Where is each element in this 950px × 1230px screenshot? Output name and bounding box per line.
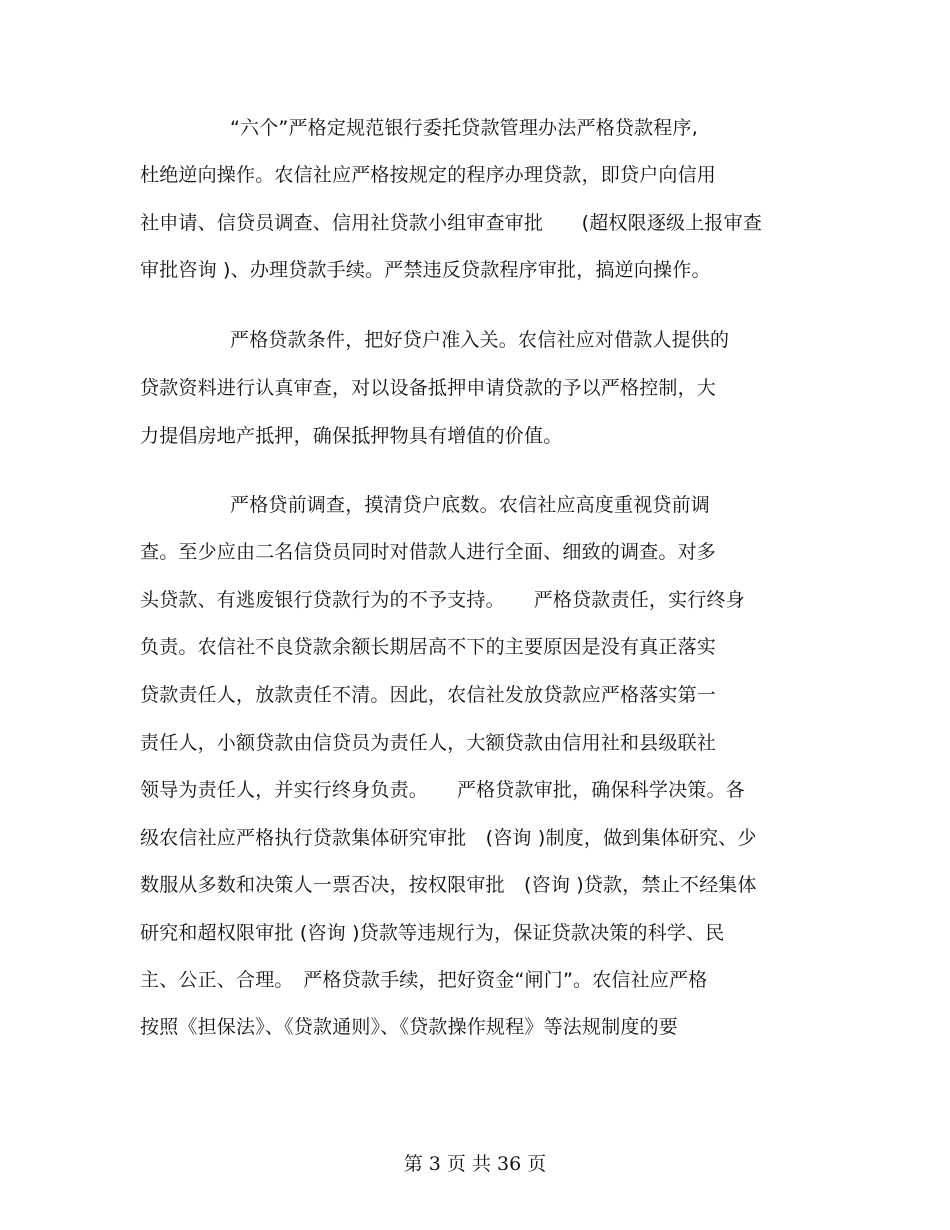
- paragraph-3-line-5: 贷款责任人，放款责任不清。因此，农信社发放贷款应严格落实第一: [140, 684, 717, 706]
- paragraph-3-line-11: 主、公正、合理。 严格贷款手续，把好资金“闸门”。农信社应严格: [140, 969, 708, 991]
- paragraph-3-line-10: 研究和超权限审批 (咨询 )贷款等违规行为，保证贷款决策的科学、民: [140, 922, 725, 944]
- paragraph-3-line-8: 级农信社应严格执行贷款集体研究审批 (咨询 )制度，做到集体研究、少: [140, 827, 757, 849]
- paragraph-1-line-3: 社申请、信贷员调查、信用社贷款小组审查审批 (超权限逐级上报审查: [140, 212, 763, 234]
- paragraph-3-line-9: 数服从多数和决策人一票否决，按权限审批 (咨询 )贷款，禁止不经集体: [140, 874, 757, 896]
- paragraph-3-line-7: 领导为责任人，并实行终身负责。 严格贷款审批，确保科学决策。各: [140, 779, 745, 801]
- paragraph-3-line-12: 按照《担保法》、《贷款通则》、《贷款操作规程》等法规制度的要: [140, 1016, 679, 1038]
- paragraph-1-line-2: 杜绝逆向操作。农信社应严格按规定的程序办理贷款，即贷户向信用: [140, 164, 717, 186]
- paragraph-3-line-1: 严格贷前调查，摸清贷户底数。农信社应高度重视贷前调: [230, 494, 711, 516]
- paragraph-2-line-1: 严格贷款条件，把好贷户准入关。农信社应对借款人提供的: [230, 329, 730, 351]
- paragraph-3-line-2: 查。至少应由二名信贷员同时对借款人进行全面、细致的调查。对多: [140, 541, 717, 563]
- paragraph-1-line-4: 审批咨询 )、办理贷款手续。严禁违反贷款程序审批，搞逆向操作。: [140, 259, 711, 281]
- paragraph-2-line-3: 力提倡房地产抵押，确保抵押物具有增值的价值。: [140, 425, 563, 447]
- paragraph-3-line-6: 责任人，小额贷款由信贷员为责任人，大额贷款由信用社和县级联社: [140, 732, 717, 754]
- page-number-footer: 第 3 页 共 36 页: [403, 1153, 547, 1175]
- paragraph-3-line-4: 负责。农信社不良贷款余额长期居高不下的主要原因是没有真正落实: [140, 636, 717, 658]
- paragraph-3-line-3: 头贷款、有逃废银行贷款行为的不予支持。 严格贷款责任，实行终身: [140, 589, 745, 611]
- paragraph-2-line-2: 贷款资料进行认真审查，对以设备抵押申请贷款的予以严格控制，大: [140, 377, 717, 399]
- paragraph-1-line-1: “六个”严格定规范银行委托贷款管理办法严格贷款程序,: [230, 117, 698, 139]
